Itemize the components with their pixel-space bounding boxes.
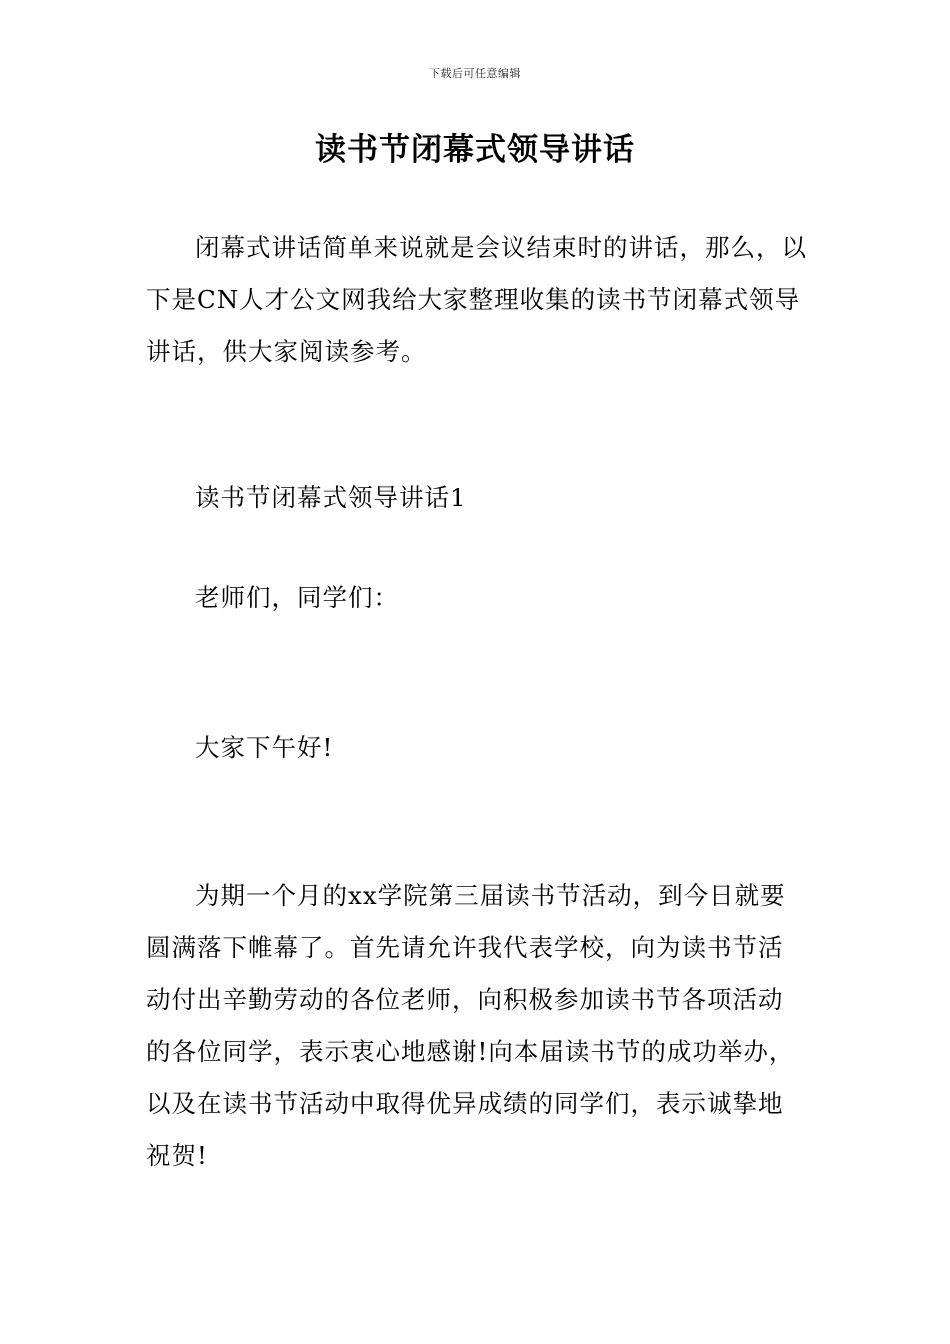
- body-paragraph: 为期一个月的xx学院第三届读书节活动，到今日就要圆满落下帷幕了。首先请允许我代表学校，向为读书节活动付出辛勤劳动的各位老师，向积极参加读书节各项活动的各位同学，表示衷心地感谢!向本届读书节的成功举办，以及在读书节活动中取得优异成绩的同学们，表示诚挚地祝贺!: [146, 881, 795, 1170]
- section-subtitle: 读书节闭幕式领导讲话1: [195, 483, 467, 512]
- document-title: 读书节闭幕式领导讲话: [315, 132, 635, 168]
- intro-paragraph: 闭幕式讲话简单来说就是会议结束时的讲话，那么，以下是CN人才公文网我给大家整理收集的读书节闭幕式领导讲话，供大家阅读参考。: [146, 233, 807, 366]
- header-note: 下载后可任意编辑: [429, 67, 521, 80]
- greeting-paragraph: 大家下午好!: [195, 733, 334, 762]
- salutation-paragraph: 老师们，同学们：: [195, 583, 399, 612]
